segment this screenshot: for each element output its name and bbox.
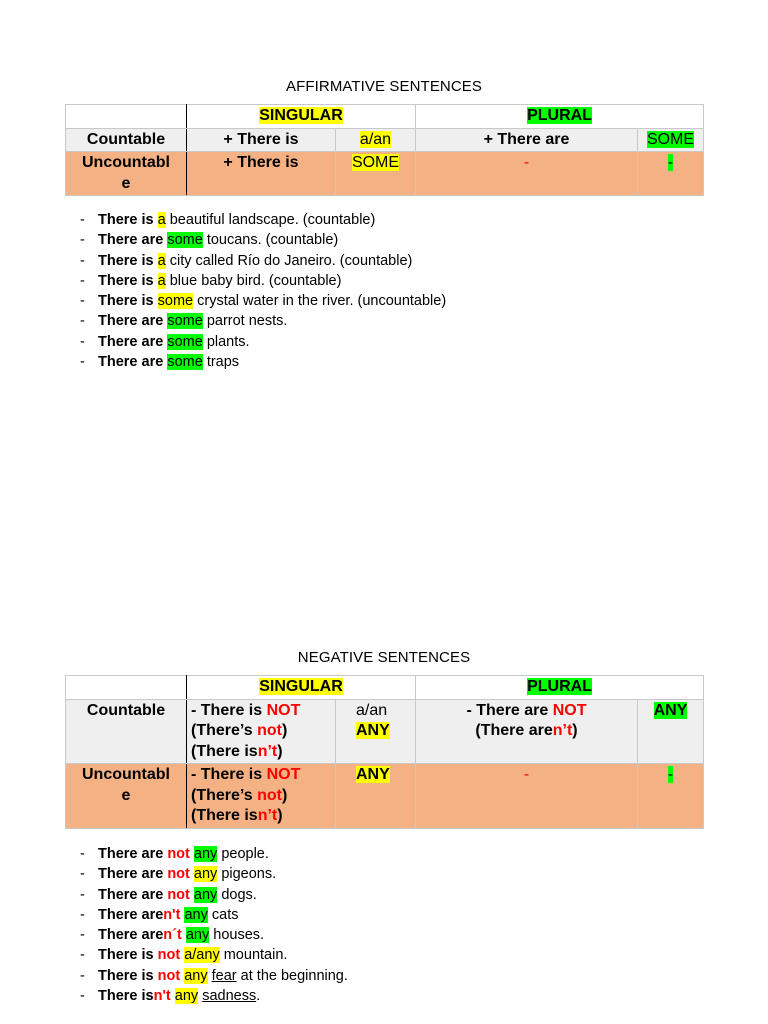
affirmative-title: AFFIRMATIVE SENTENCES <box>285 78 482 95</box>
negative-title: NEGATIVE SENTENCES <box>297 649 471 666</box>
list-item: - There are some plants. <box>80 333 250 350</box>
list-item: - There are some toucans. (countable) <box>80 232 339 249</box>
list-item: - There is a city called Río do Janeiro. (countable) <box>80 252 413 269</box>
word-some: SOME <box>351 154 400 171</box>
word-any: ANY <box>653 701 688 719</box>
dash-mark: - <box>667 766 674 783</box>
plural-header: PLURAL <box>527 678 592 695</box>
word-some: SOME <box>646 130 695 148</box>
list-item: - There is not a/any mountain. <box>80 947 288 964</box>
negative-uncountable-row: Uncountabl e - There is NOT (There’s not) (There isn’t) ANY - - <box>66 764 704 829</box>
negative-countable-row: Countable - There is NOT (There’s not) (There isn’t) a/an ANY - There are NOT (There aren’t) ANY <box>66 699 704 764</box>
affirmative-table <box>65 104 704 196</box>
list-item: - There are not any dogs. <box>80 886 257 903</box>
singular-header: SINGULAR <box>259 107 343 124</box>
list-item: - There is a blue baby bird. (countable) <box>80 272 342 289</box>
negative-header-row <box>66 676 704 700</box>
affirmative-uncountable-row: Uncountabl e + There is SOME - - <box>66 152 704 196</box>
word-a-an: a/an <box>356 701 388 719</box>
word-any: ANY <box>356 766 390 783</box>
row-label-uncountable: Uncountabl e <box>66 152 187 196</box>
list-item: - There isn't any sadness. <box>80 988 261 1005</box>
row-label-countable: Countable <box>66 699 187 764</box>
row-label-countable: Countable <box>66 128 187 152</box>
word-any: ANY <box>356 722 390 739</box>
singular-header: SINGULAR <box>259 678 343 695</box>
dash-mark: - <box>667 154 674 171</box>
affirmative-countable-row: Countable + There is a/an + There are SOME <box>66 128 704 152</box>
list-item: - There aren't any cats <box>80 906 239 923</box>
plural-header: PLURAL <box>527 107 592 124</box>
list-item: - There are not any pigeons. <box>80 866 277 883</box>
list-item: - There are some traps <box>80 354 240 371</box>
list-item: - There is not any fear at the beginning. <box>80 967 348 984</box>
list-item: - There is a beautiful landscape. (countable) <box>80 212 376 228</box>
list-item: - There are some parrot nests. <box>80 313 288 330</box>
negative-examples <box>80 844 348 1006</box>
list-item: - There is some crystal water in the river. (uncountable) <box>80 293 447 310</box>
affirmative-examples <box>80 210 446 372</box>
affirmative-header-row <box>66 105 704 129</box>
negative-table <box>65 675 704 829</box>
list-item: - There are not any people. <box>80 846 269 862</box>
word-a-an: a/an <box>359 130 392 148</box>
row-label-uncountable: Uncountabl e <box>66 764 187 829</box>
list-item: - There aren´t any houses. <box>80 927 265 944</box>
